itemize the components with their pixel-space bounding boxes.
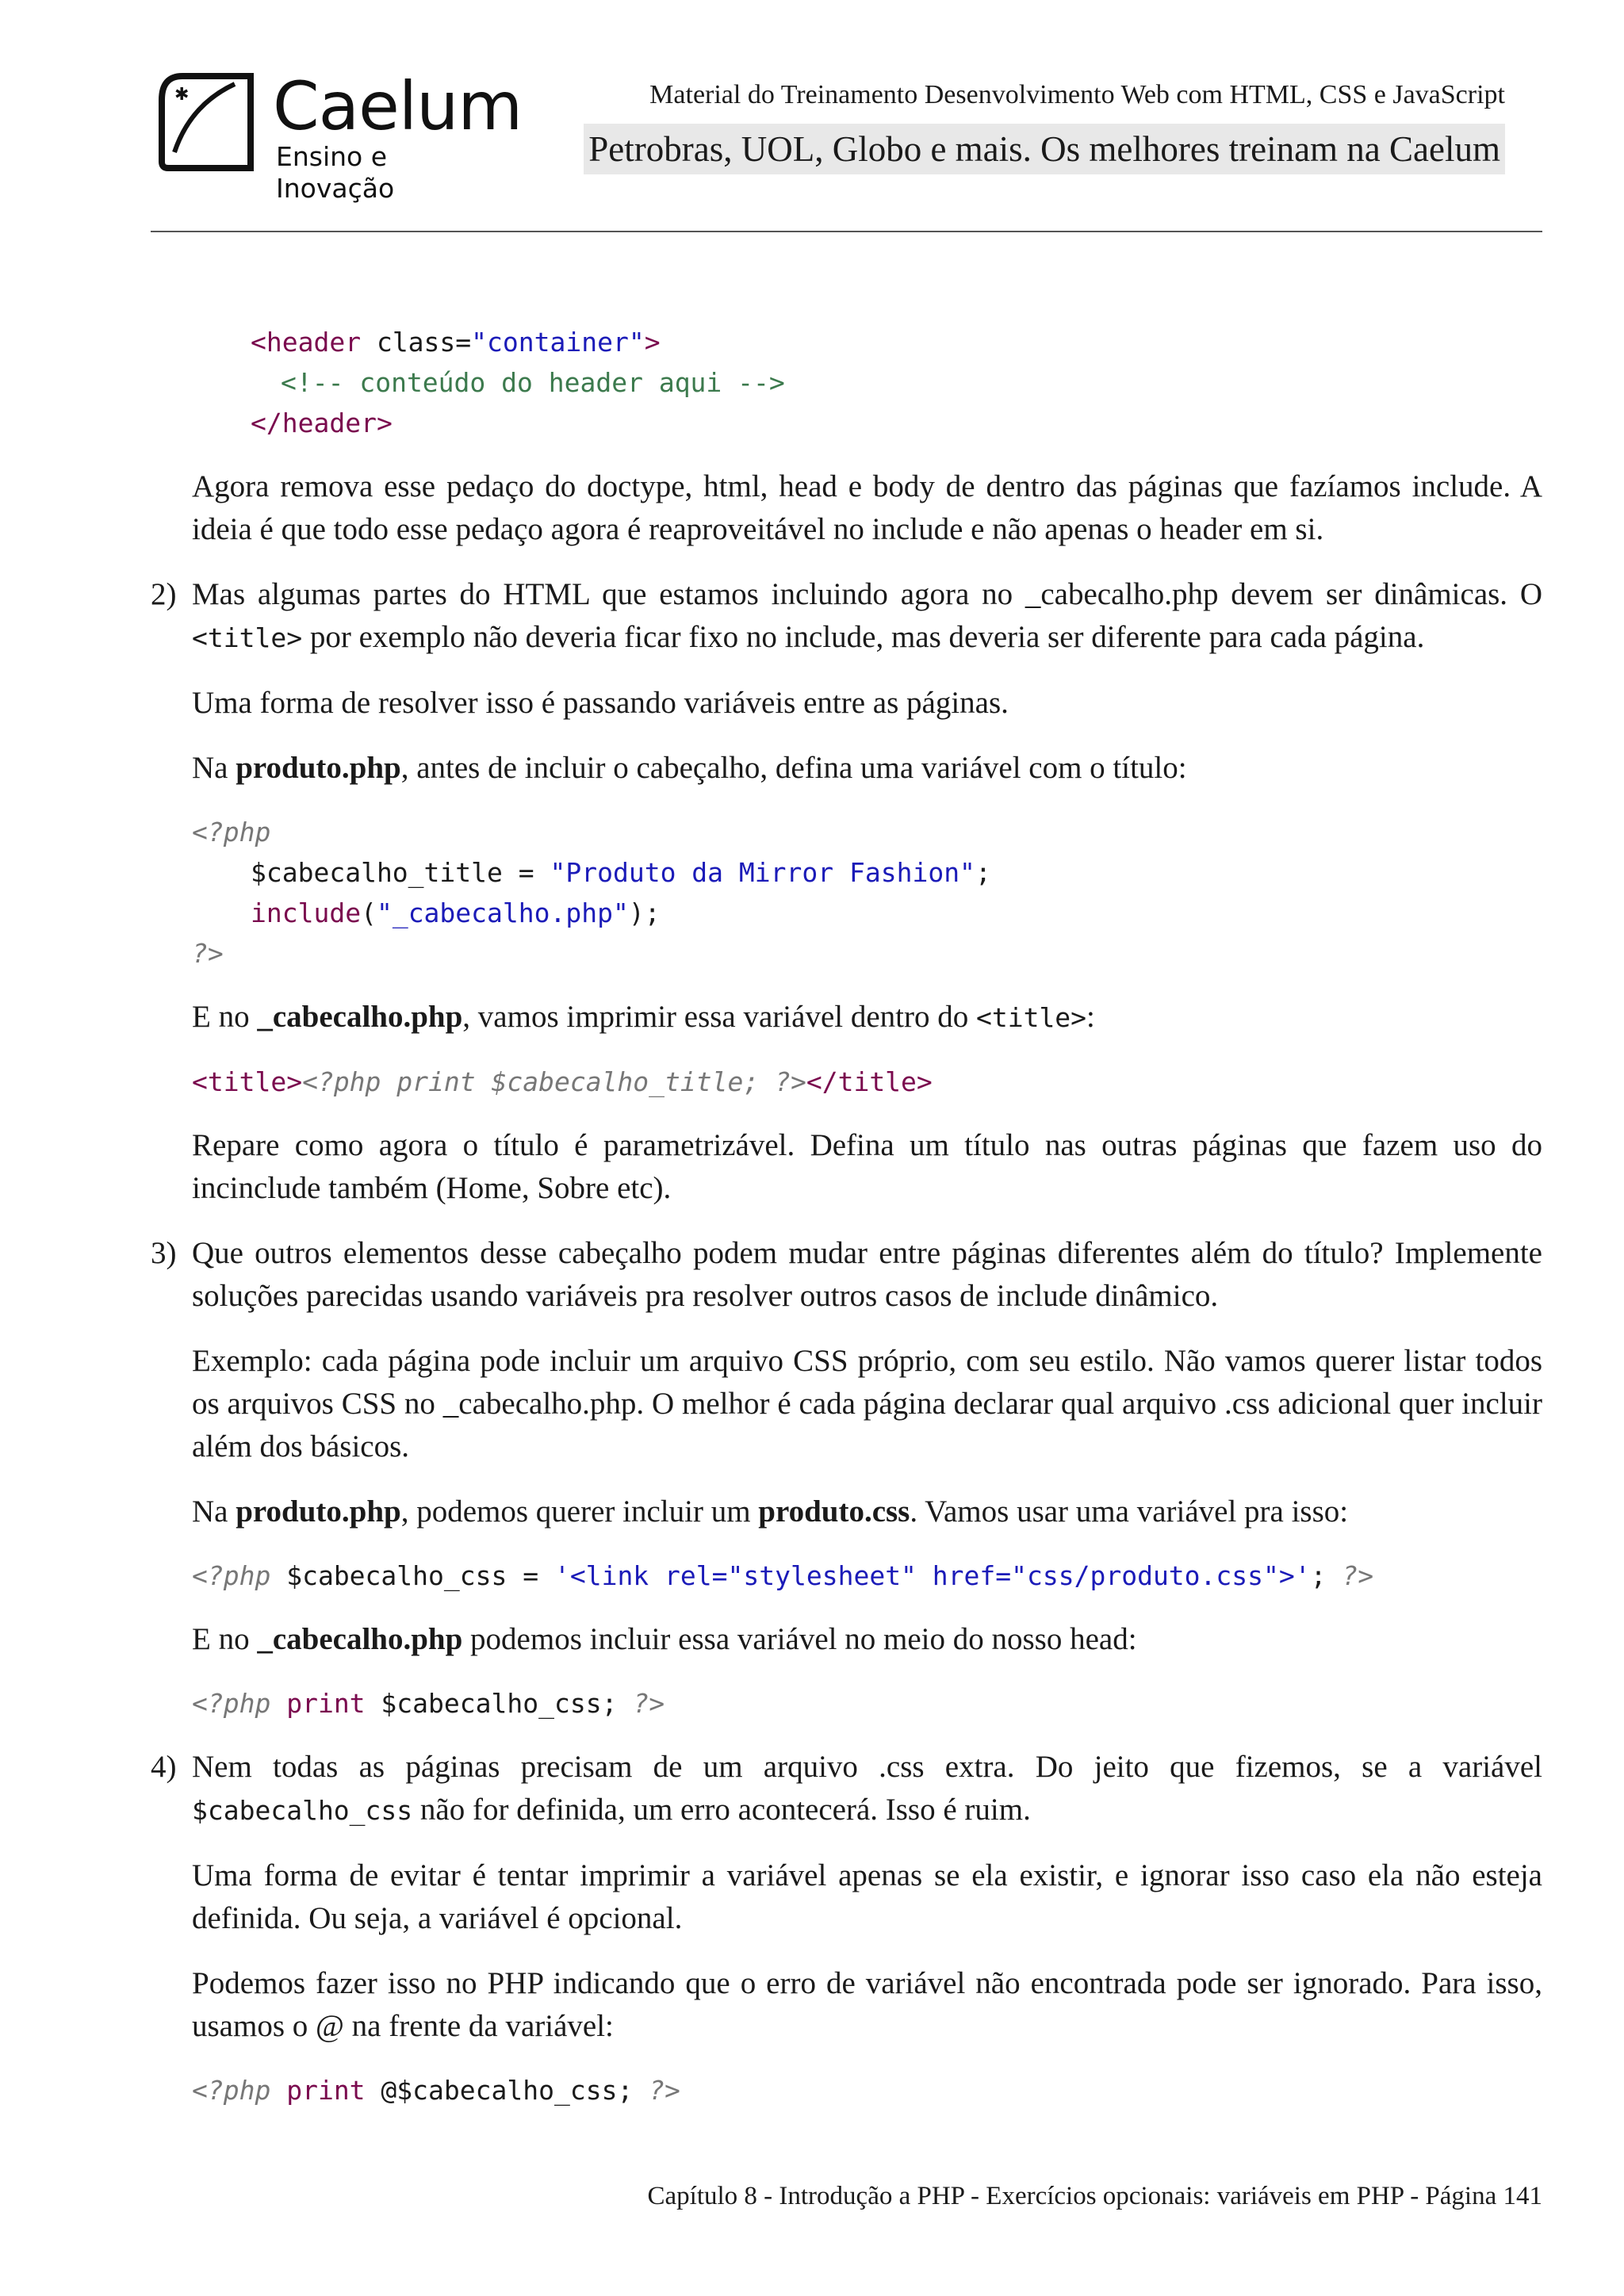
bold-filename: produto.css [758, 1494, 910, 1529]
text-span: : [1086, 1000, 1095, 1034]
code-token: </header> [251, 408, 393, 438]
paragraph [192, 1618, 1542, 1661]
text-span: Mas algumas partes do HTML que estamos incluindo agora no _cabecalho.php devem ser dinâmicas. O [192, 577, 1542, 611]
svg-text:✱: ✱ [174, 85, 190, 105]
php-close-tag: ?> [1342, 1560, 1374, 1591]
text-span: . Vamos usar uma variável pra isso: [910, 1494, 1349, 1529]
code-comment: <!-- conteúdo do header aqui --> [281, 367, 785, 398]
header-material-title: Material do Treinamento Desenvolvimento Web com HTML, CSS e JavaScript [649, 80, 1505, 109]
code-string: "_cabecalho.php" [376, 897, 629, 928]
bold-filename: produto.php [236, 751, 401, 785]
text-span: , podemos querer incluir um [400, 1494, 759, 1529]
bold-filename: _cabecalho.php [257, 1622, 463, 1656]
code-token: $cabecalho_title = [251, 857, 550, 888]
paragraph: Uma forma de resolver isso é passando variáveis entre as páginas. [192, 686, 1009, 720]
paragraph: Uma forma de evitar é tentar imprimir a variável apenas se ela existir, e ignorar isso caso ela não esteja definida. Ou seja, a variável é opcional. [192, 1858, 1542, 1935]
inline-code: $cabecalho_css [192, 1795, 413, 1826]
text-span: por exemplo não deveria ficar fixo no include, mas deveria ser diferente para cada página. [302, 620, 1425, 654]
code-string: "Produto da Mirror Fashion" [550, 857, 975, 888]
item-number: 2) [151, 577, 177, 611]
inline-code: <title> [192, 622, 303, 653]
php-close-tag: ?> [633, 1688, 665, 1719]
bold-filename: _cabecalho.php [257, 1000, 463, 1034]
page-content [151, 322, 1542, 2133]
code-token: <header [251, 327, 362, 358]
text-span: Nem todas as páginas precisam de um arquivo .css extra. Do jeito que fizemos, se a variável [192, 1750, 1542, 1784]
paragraph [192, 1746, 1542, 1832]
inline-code: <title> [975, 1002, 1087, 1033]
php-close-tag: ?> [649, 2075, 680, 2106]
paragraph: Agora remova esse pedaço do doctype, html, head e body de dentro das páginas que fazíamos include. A ideia é que todo esse pedaço agora é reaproveitável no include e não apenas o header em si. [192, 469, 1542, 546]
php-open-tag: <?php [192, 2075, 271, 2106]
bold-filename: produto.php [236, 1494, 401, 1529]
paragraph: Repare como agora o título é parametrizável. Defina um título nas outras páginas que fazem uso do incinclude também (Home, Sobre etc). [192, 1128, 1542, 1205]
exercise-item-4 [151, 1746, 1542, 2110]
caelum-logo [155, 67, 523, 204]
code-block-css-var [192, 1556, 1542, 1596]
code-token: "container" [471, 327, 645, 358]
code-string: '<link rel="stylesheet" href="css/produto.css">' [553, 1560, 1311, 1591]
php-close-tag: ?> [192, 938, 224, 969]
text-span: Na [192, 1494, 236, 1529]
text-span: E no [192, 1000, 258, 1034]
code-token: ; [1310, 1560, 1342, 1591]
code-keyword: include [251, 897, 362, 928]
text-span: E no [192, 1622, 258, 1656]
code-keyword: print [270, 1688, 366, 1719]
code-token: > [644, 327, 661, 358]
page-footer: Capítulo 8 - Introdução a PHP - Exercícios opcionais: variáveis em PHP - Página 141 [647, 2182, 1542, 2210]
code-block-title-print [192, 1062, 1542, 1102]
logo-tagline: Ensino e Inovação [276, 141, 395, 204]
item-number: 4) [151, 1750, 177, 1784]
code-php: <?php print $cabecalho_title; ?> [302, 1066, 806, 1097]
caelum-logo-icon [159, 73, 254, 171]
paragraph [192, 573, 1542, 660]
paragraph [192, 996, 1542, 1039]
code-block-css-print [192, 1683, 1542, 1724]
code-keyword: print [270, 2075, 366, 2106]
text-span: , vamos imprimir essa variável dentro do [462, 1000, 976, 1034]
code-block-optional-print [192, 2070, 1542, 2110]
code-token: $cabecalho_css = [270, 1560, 554, 1591]
paragraph [192, 1490, 1542, 1533]
header-divider [151, 231, 1542, 232]
text-span: , antes de incluir o cabeçalho, defina uma variável com o título: [400, 751, 1187, 785]
paragraph: Podemos fazer isso no PHP indicando que o erro de variável não encontrada pode ser ignorado. Para isso, usamos o @ na frente da variável: [192, 1966, 1542, 2043]
item-number: 3) [151, 1236, 177, 1270]
text-span: Na [192, 751, 236, 785]
text-span: podemos incluir essa variável no meio do nosso head: [462, 1622, 1137, 1656]
php-open-tag: <?php [192, 1688, 271, 1719]
code-token: <title> [192, 1066, 303, 1097]
code-token: @$cabecalho_css; [365, 2075, 649, 2106]
code-token: ( [361, 897, 377, 928]
exercise-item-2 [151, 573, 1542, 1210]
paragraph [192, 747, 1542, 790]
code-token: $cabecalho_css; [365, 1688, 634, 1719]
php-open-tag: <?php [192, 1560, 271, 1591]
code-token: class= [361, 327, 472, 358]
code-token: </title> [806, 1066, 933, 1097]
code-block-header [192, 322, 1542, 443]
code-token: ); [628, 897, 661, 928]
code-token: ; [975, 857, 991, 888]
logo-name: Caelum [273, 67, 523, 145]
exercise-item-3 [151, 1232, 1542, 1724]
code-block-title-var [192, 812, 1542, 974]
paragraph: Exemplo: cada página pode incluir um arquivo CSS próprio, com seu estilo. Não vamos querer listar todos os arquivos CSS no _cabecalho.php. O melhor é cada página declarar qual arquivo .css adicional quer incluir além dos básicos. [192, 1344, 1542, 1464]
text-span: não for definida, um erro acontecerá. Isso é ruim. [412, 1793, 1031, 1827]
header-slogan: Petrobras, UOL, Globo e mais. Os melhores treinam na Caelum [584, 124, 1505, 174]
paragraph: Que outros elementos desse cabeçalho podem mudar entre páginas diferentes além do título? Implemente soluções parecidas usando variáveis pra resolver outros casos de include dinâmico. [192, 1236, 1542, 1313]
php-open-tag: <?php [192, 817, 271, 848]
